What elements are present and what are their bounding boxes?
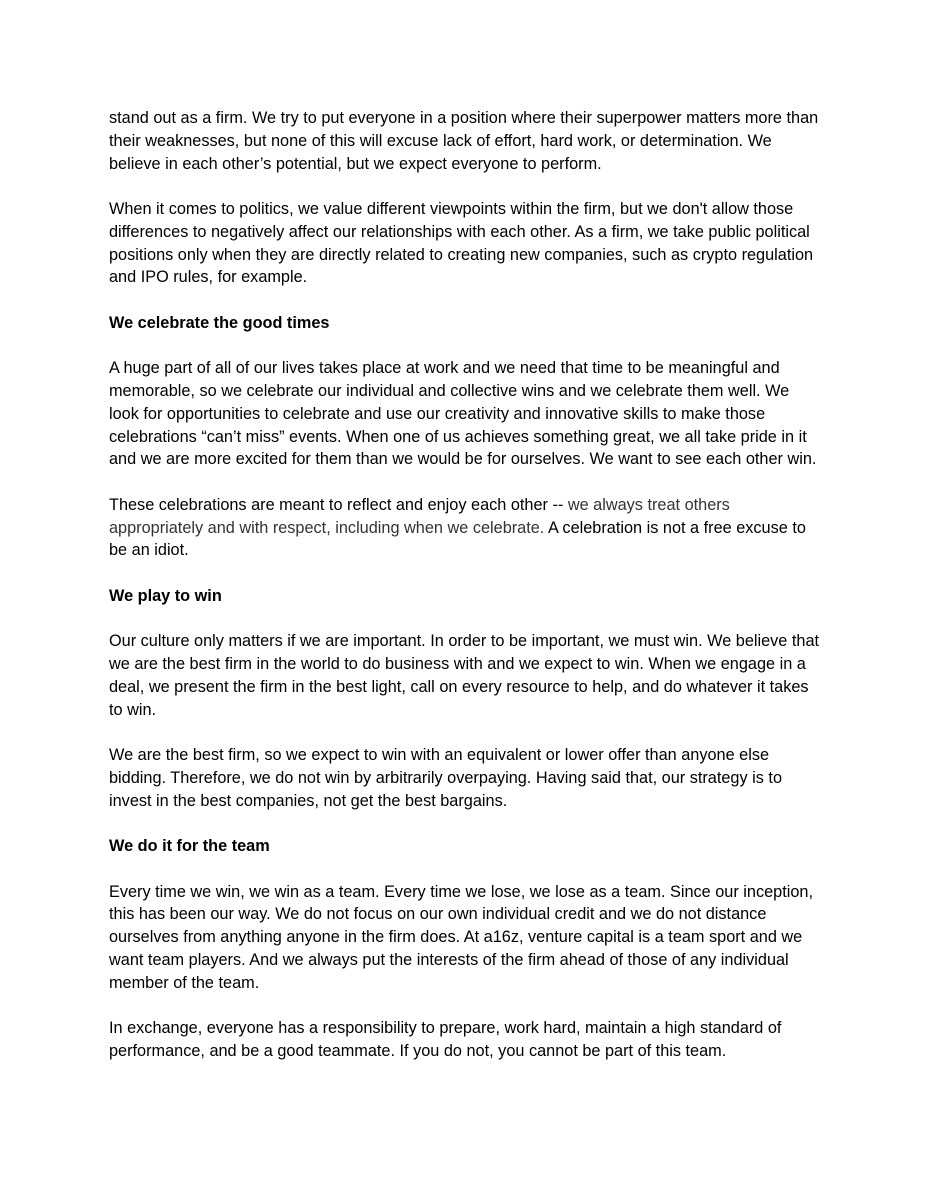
paragraph-win-as-team: Every time we win, we win as a team. Every time we lose, we lose as a team. Since our inception, this has been our way. We do not focus on our own individual credit and we do not distance ourselves from anything anyone in the firm does. At a16z, venture capital is a team sport and we want team players. And we always put the interests of the firm ahead of those of any individual member of the team. — [109, 882, 814, 992]
paragraph-culture-matters: Our culture only matters if we are important. In order to be important, we must win. We believe that we are the best firm in the world to do business with and we expect to win. When we engage in a deal, we present the firm in the best light, call on every resource to help, and do whatever it takes to win. — [109, 632, 820, 719]
celebrations-intro-text: These celebrations are meant to reflect and enjoy each other -- — [109, 495, 568, 514]
paragraph-best-firm: We are the best firm, so we expect to win with an equivalent or lower offer than anyone else bidding. Therefore, we do not win by arbitrarily overpaying. Having said that, our strategy is to invest in the best companies, not get the best bargains. — [109, 746, 783, 810]
paragraph-politics: When it comes to politics, we value different viewpoints within the firm, but we don't allow those differences to negatively affect our relationships with each other. As a firm, we take public political positions only when they are directly related to creating new companies, such as crypto regulation and IPO rules, for example. — [109, 200, 814, 287]
heading-play-to-win: We play to win — [109, 586, 222, 605]
respect-text: we always treat others appropriately and with respect, including when we celebrate. — [109, 495, 730, 537]
paragraph-responsibility: In exchange, everyone has a responsibility to prepare, work hard, maintain a high standard of performance, and be a good teammate. If you do not, you cannot be part of this team. — [109, 1019, 782, 1060]
heading-celebrate: We celebrate the good times — [109, 313, 330, 332]
celebrations-outro-text: A celebration is not a free excuse to be an idiot. — [109, 518, 806, 560]
paragraph-superpower: stand out as a firm. We try to put everyone in a position where their superpower matters more than their weaknesses, but none of this will excuse lack of effort, hard work, or determination. We believe in each other’s potential, but we expect everyone to perform. — [109, 109, 819, 173]
paragraph-celebrate-wins: A huge part of all of our lives takes place at work and we need that time to be meaningful and memorable, so we celebrate our individual and collective wins and we celebrate them well. We look for opportunities to celebrate and use our creativity and innovative skills to make those celebrations “can’t miss” events. When one of us achieves something great, we all take pride in it and we are more excited for them than we would be for ourselves. We want to see each other win. — [109, 359, 817, 469]
document-page — [109, 107, 821, 1085]
paragraph-celebrations — [109, 494, 821, 562]
heading-team: We do it for the team — [109, 837, 270, 855]
